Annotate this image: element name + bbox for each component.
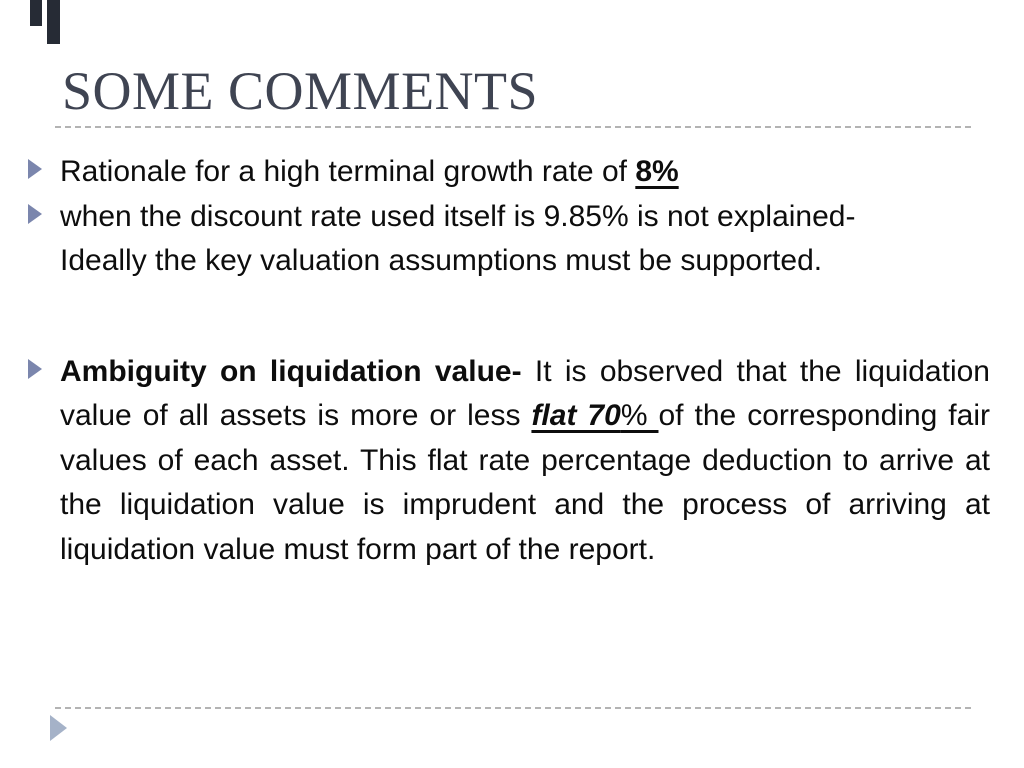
text-segment: Rationale for a high terminal growth rate of xyxy=(60,155,636,188)
bullet-arrow-icon xyxy=(28,204,42,224)
bullet-item xyxy=(28,150,990,195)
bullet-arrow-icon xyxy=(28,159,42,179)
bullet-item xyxy=(28,350,990,573)
bullet-arrow-icon xyxy=(28,359,42,379)
corner-bar-tall xyxy=(47,0,60,44)
text-segment: of the corresponding fair values of each asset. This flat rate percentage deduction to arrive at the liquidation value is imprudent and the process of arriving at liquidation value must form part of the report. xyxy=(60,399,990,566)
text-segment: Ambiguity on liquidation value- xyxy=(60,354,535,388)
text-segment: when the discount rate used itself is 9.85% is not explained- xyxy=(60,199,856,233)
bullet-list xyxy=(28,150,990,572)
bullet-item xyxy=(28,195,990,284)
title-divider-dashed-line xyxy=(55,126,975,128)
text-segment: % xyxy=(620,399,659,432)
footer-arrow-icon xyxy=(50,715,67,741)
corner-bar-short xyxy=(30,0,42,26)
footer-divider-dashed-line xyxy=(55,707,975,709)
bullet-text xyxy=(60,200,855,278)
text-segment: Ideally the key valuation assumptions must be supported. xyxy=(60,244,823,277)
bullet-text xyxy=(60,155,679,188)
text-segment: 8% xyxy=(635,155,679,188)
slide-title: SOME COMMENTS xyxy=(62,61,539,121)
bullet-text xyxy=(60,355,990,566)
text-segment: flat 70 xyxy=(531,399,621,432)
text-segment: It is observed that the liquidation value of all assets is more or less xyxy=(60,354,990,432)
